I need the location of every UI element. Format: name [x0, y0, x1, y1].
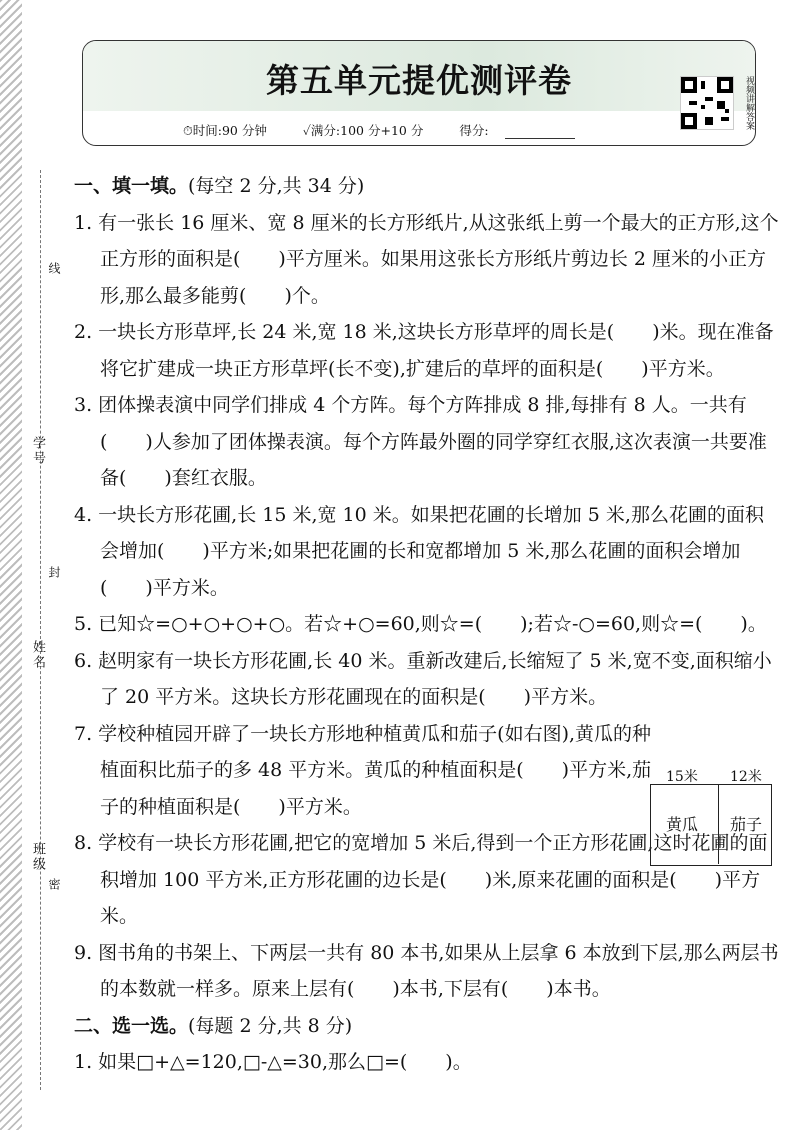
figure-divider — [718, 784, 719, 864]
section-heading-2: 二、选一选。(每题 2 分,共 8 分) — [74, 1014, 353, 1037]
figure-label-right: 12米 — [730, 769, 762, 785]
question-1-2: 2. 一块长方形草坪,长 24 米,宽 18 米,这块长方形草坪的周长是( )米。现在准备将它扩建成一块正方形草坪(长不变),扩建后的草坪的面积是( )平方米。 — [74, 321, 774, 380]
question-1-8: 8. 学校有一块长方形花圃,把它的宽增加 5 米后,得到一个正方形花圃,这时花圃的面积增加 100 平方米,正方形花圃的边长是( )米,原来花圃的面积是( )平方米。 — [74, 832, 768, 927]
question-1-7: 7. 学校种植园开辟了一块长方形地种植黄瓜和茄子(如右图),黄瓜的种植面积比茄子的多 48 平方米。黄瓜的种植面积是( )平方米,茄子的种植面积是( )平方米。 — [74, 722, 652, 818]
figure-cell-eggplant: 茄子 — [730, 815, 763, 834]
question-1-1: 1. 有一张长 16 厘米、宽 8 厘米的长方形纸片,从这张纸上剪一个最大的正方形,这个正方形的面积是( )平方厘米。如果用这张长方形纸片剪边长 2 厘米的小正方形,那么最多能剪( )个。 — [74, 211, 779, 307]
section-heading-1: 一、填一填。(每空 2 分,共 34 分) — [74, 175, 365, 197]
qr-code-icon — [680, 76, 734, 130]
page-title: 第五单元提优测评卷 — [266, 61, 572, 100]
exam-info — [183, 121, 607, 139]
binding-mark-feng: 封 — [47, 566, 61, 580]
figure-label-left: 15米 — [666, 769, 698, 785]
page-edge-pattern — [0, 0, 22, 1130]
binding-label-class: 班级 — [30, 842, 45, 872]
qr-code-label: 视频讲解答案 — [744, 76, 754, 130]
garden-figure — [648, 766, 774, 846]
score-field: 得分: — [459, 123, 590, 138]
time-limit: ⏱时间:90 分钟 — [183, 123, 267, 138]
exam-content — [74, 168, 780, 1081]
figure-cell-cucumber: 黄瓜 — [666, 815, 699, 834]
exam-header — [82, 40, 756, 146]
binding-mark-xian: 线 — [47, 262, 61, 276]
binding-mark-mi: 密 — [47, 878, 61, 892]
binding-label-student-number: 学号 — [30, 436, 45, 466]
question-1-9: 9. 图书角的书架上、下两层一共有 80 本书,如果从上层拿 6 本放到下层,那么两层书的本数就一样多。原来上层有( )本书,下层有( )本书。 — [74, 941, 779, 1000]
binding-label-name: 姓名 — [30, 640, 45, 670]
question-1-6: 6. 赵明家有一块长方形花圃,长 40 米。重新改建后,长缩短了 5 米,宽不变,面积缩小了 20 平方米。这块长方形花圃现在的面积是( )平方米。 — [74, 649, 772, 708]
binding-line — [40, 170, 41, 1090]
question-2-1: 1. 如果□+△=120,□-△=30,那么□=( )。 — [74, 1051, 472, 1073]
full-score: ✓满分:100 分+10 分 — [302, 123, 424, 138]
question-1-5: 5. 已知☆=○+○+○+○。若☆+○=60,则☆=( );若☆-○=60,则☆=( )。 — [74, 613, 767, 635]
question-1-3: 3. 团体操表演中同学们排成 4 个方阵。每个方阵排成 8 排,每排有 8 人。一共有( )人参加了团体操表演。每个方阵最外圈的同学穿红衣服,这次表演一共要准备( )套红衣服。 — [74, 394, 767, 489]
question-1-4: 4. 一块长方形花圃,长 15 米,宽 10 米。如果把花圃的长增加 5 米,那么花圃的面积会增加( )平方米;如果把花圃的长和宽都增加 5 米,那么花圃的面积会增加( )平方米。 — [74, 503, 764, 599]
